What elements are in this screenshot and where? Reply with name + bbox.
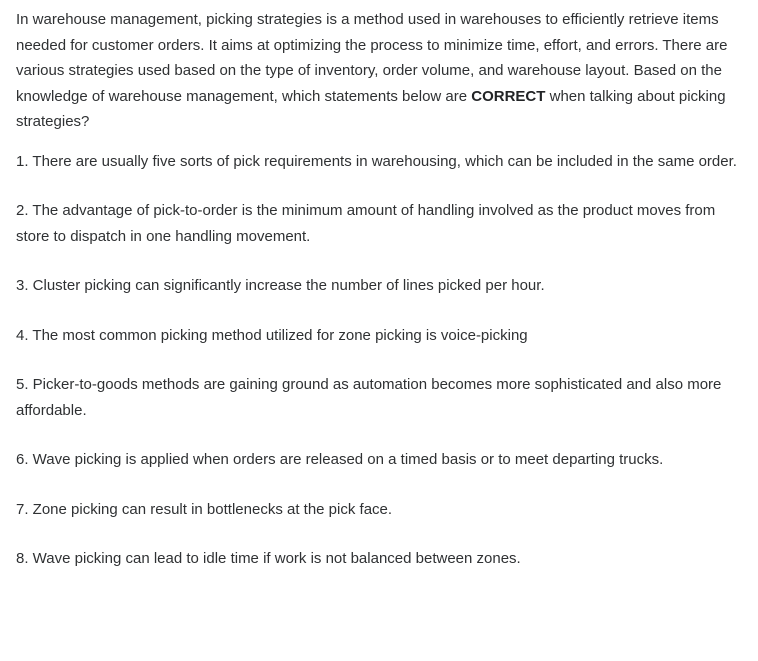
statement-1: 1. There are usually five sorts of pick requirements in warehousing, which can be included in the same order.: [16, 152, 737, 170]
question-intro: [16, 7, 738, 135]
statement-4: 4. The most common picking method utilized for zone picking is voice-picking: [16, 326, 528, 344]
statement-2: 2. The advantage of pick-to-order is the minimum amount of handling involved as the product moves from store to dispatch in one handling movement.: [16, 202, 716, 245]
intro-text: In warehouse management, picking strategies is a method used in warehouses to efficiently retrieve items needed for customer orders. It aims at optimizing the process to minimize time, effort, and errors. There are various strategies used based on the type of inventory, order volume, and warehouse layout. Based on the knowledge of warehouse management, which statements below are: [16, 11, 728, 105]
statement-7: 7. Zone picking can result in bottlenecks at the pick face.: [16, 500, 393, 518]
intro-text-end: when talking about picking strategies?: [16, 87, 726, 130]
statement-8: 8. Wave picking can lead to idle time if work is not balanced between zones.: [16, 550, 521, 567]
statement-5: 5. Picker-to-goods methods are gaining ground as automation becomes more sophisticated and also more affordable.: [16, 376, 722, 419]
statement-3: 3. Cluster picking can significantly increase the number of lines picked per hour.: [16, 277, 545, 294]
statement-list: [16, 149, 738, 572]
statement-6: 6. Wave picking is applied when orders are released on a timed basis or to meet departing trucks.: [16, 451, 664, 468]
intro-emphasis: CORRECT: [471, 87, 546, 105]
